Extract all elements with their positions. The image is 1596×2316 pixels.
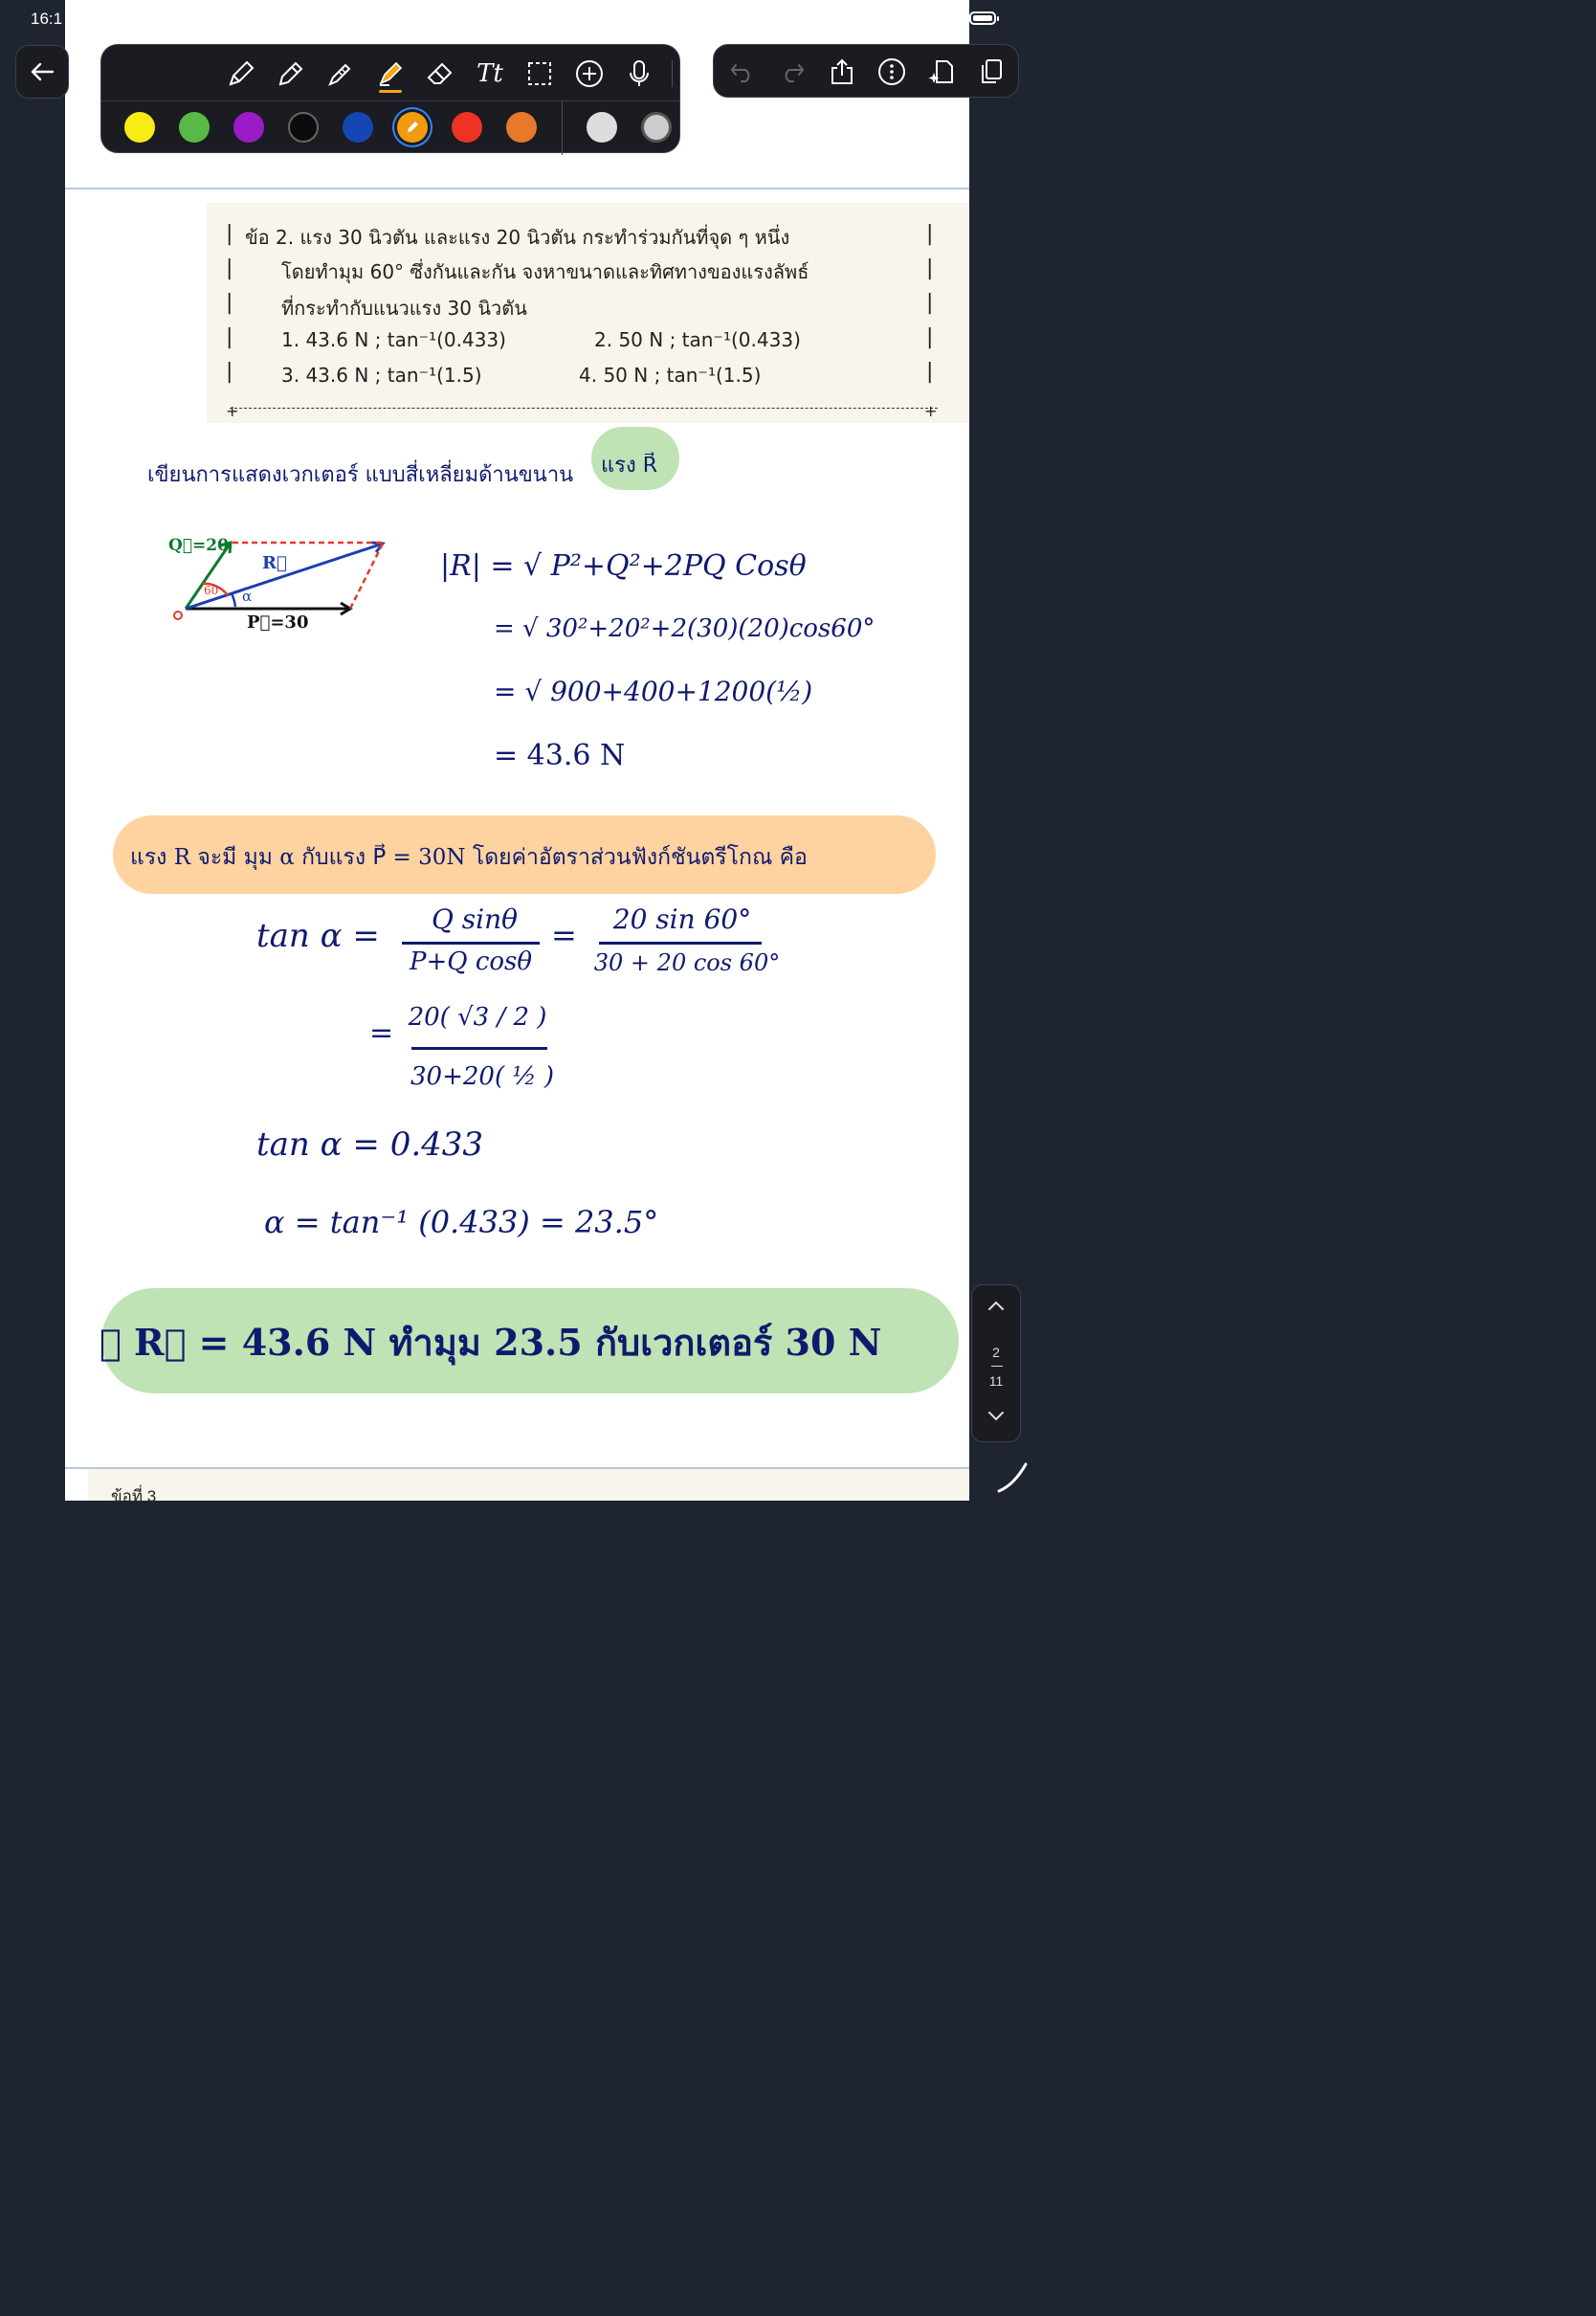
page-number-divider <box>991 1366 1003 1367</box>
direction-heading: แรง R จะมี มุม α กับแรง P⃗ = 30N โดยค่าอัตราส่วนฟังก์ชันตรีโกณ คือ <box>130 845 808 870</box>
fraction-2-numerator: 20 sin 60° <box>612 903 752 935</box>
alpha-label: α <box>242 588 253 605</box>
pencil-edit-icon <box>405 120 420 135</box>
pencil-icon <box>276 58 306 89</box>
lasso-select-icon <box>525 59 554 88</box>
color-swatch-purple[interactable] <box>233 112 264 143</box>
eraser-icon <box>425 58 455 89</box>
equals-sign: = <box>551 917 577 953</box>
box-corner: + <box>924 402 938 420</box>
conclusion: ∴ R⃗ = 43.6 N ทำมุม 23.5 กับเวกเตอร์ 30 N <box>100 1321 882 1364</box>
microphone-icon <box>626 58 653 89</box>
option-1: 1. 43.6 N ; tan⁻¹(0.433) <box>281 328 506 351</box>
ai-spark-icon <box>927 57 956 86</box>
fraction-2-denominator: 30 + 20 cos 60° <box>593 949 781 976</box>
tool-highlighter[interactable] <box>371 55 410 93</box>
tool-microphone[interactable] <box>620 55 658 93</box>
magnitude-substitution: = √ 30²+20²+2(30)(20)cos60° <box>494 614 876 643</box>
tool-add[interactable] <box>570 55 609 93</box>
next-page-button[interactable] <box>972 1410 1020 1423</box>
box-border: | <box>226 360 233 384</box>
current-page-number: 2 <box>992 1345 1000 1360</box>
notes-heading-tag: แรง R⃗ <box>601 454 658 478</box>
tool-eraser[interactable] <box>421 55 459 93</box>
magnitude-simplified: = √ 900+400+1200(½) <box>494 676 813 707</box>
pencil-hover-icon <box>995 1460 1030 1495</box>
box-corner: + <box>226 402 239 420</box>
tool-row <box>101 45 679 100</box>
text-tool-icon: Tt <box>477 59 503 88</box>
undo-icon <box>730 61 755 82</box>
angle-label: 60 <box>204 584 219 597</box>
next-page-heading: ข้อที่ 3 <box>111 1487 157 1501</box>
page-divider-top <box>65 188 969 189</box>
share-icon <box>829 57 855 86</box>
arrow-left-icon <box>30 61 55 82</box>
note-page[interactable] <box>65 0 969 1501</box>
fraction-3-denominator: 30+20( ½ ) <box>410 1062 554 1091</box>
box-border: | <box>226 325 233 349</box>
color-swatch-red[interactable] <box>452 112 482 143</box>
fraction-1-denominator: P+Q cosθ <box>409 947 533 976</box>
tan-alpha-result: tan α = 0.433 <box>256 1125 484 1164</box>
color-swatch-black[interactable] <box>288 112 319 143</box>
share-button[interactable] <box>823 53 861 91</box>
box-dashed-border <box>230 408 938 409</box>
copy-pages-button[interactable] <box>972 53 1010 91</box>
previous-page-button[interactable] <box>972 1299 1020 1312</box>
toolbar-separator <box>672 60 673 87</box>
alpha-result: α = tan⁻¹ (0.433) = 23.5° <box>264 1204 659 1240</box>
fraction-3-numerator: 20( √3 / 2 ) <box>408 1003 547 1032</box>
box-border: | <box>926 256 934 280</box>
back-button[interactable] <box>15 45 69 99</box>
next-question-box <box>88 1469 969 1501</box>
color-swatch-green[interactable] <box>179 112 210 143</box>
tool-text[interactable] <box>471 55 509 93</box>
pen-icon <box>226 58 256 89</box>
color-swatch-dark-orange[interactable] <box>506 112 537 143</box>
option-3: 3. 43.6 N ; tan⁻¹(1.5) <box>281 364 482 387</box>
box-border: | <box>926 325 934 349</box>
equals-sign: = <box>369 1016 394 1050</box>
color-swatch-yellow[interactable] <box>124 112 155 143</box>
tool-fountain-pen[interactable] <box>321 55 360 93</box>
box-border: | <box>226 222 233 246</box>
option-2: 2. 50 N ; tan⁻¹(0.433) <box>594 328 801 351</box>
redo-button[interactable] <box>773 53 811 91</box>
highlighter-icon <box>375 58 406 89</box>
undo-button[interactable] <box>723 53 762 91</box>
tool-pencil[interactable] <box>272 55 310 93</box>
fraction-1-bar <box>402 942 540 945</box>
more-button[interactable] <box>873 53 911 91</box>
color-separator <box>562 101 563 155</box>
total-pages: 11 <box>988 1373 1004 1389</box>
magnitude-result: = 43.6 N <box>494 739 626 772</box>
fraction-2-bar <box>599 942 762 945</box>
p-vector-label: P⃗=30 <box>247 612 309 633</box>
option-4: 4. 50 N ; tan⁻¹(1.5) <box>579 364 762 387</box>
box-border: | <box>926 222 934 246</box>
color-swatch-blue[interactable] <box>343 112 373 143</box>
question-line-3: ที่กระทำกับแนวแรง 30 นิวตัน <box>281 297 527 320</box>
document-toolbar <box>713 44 1019 98</box>
redo-icon <box>780 61 805 82</box>
fountain-pen-icon <box>325 58 356 89</box>
page-navigator <box>971 1284 1021 1442</box>
tool-lasso[interactable] <box>521 55 559 93</box>
chevron-down-icon <box>986 1410 1006 1423</box>
q-vector-label: Q⃗=20 <box>168 536 229 555</box>
box-border: | <box>926 291 934 315</box>
battery-icon <box>969 11 996 25</box>
status-time: 16:1 <box>31 10 63 28</box>
fraction-3-bar <box>411 1047 547 1050</box>
add-shape-icon <box>574 58 605 89</box>
stroke-width-thick[interactable] <box>641 112 672 143</box>
fraction-1-numerator: Q sinθ <box>431 903 519 935</box>
question-line-2: โดยทำมุม 60° ซึ่งกันและกัน จงหาขนาดและทิศทางของแรงลัพธ์ <box>281 260 809 283</box>
more-icon <box>877 57 906 86</box>
r-vector-label: R⃗ <box>262 553 287 573</box>
stroke-width-thin[interactable] <box>587 112 617 143</box>
question-box <box>207 203 969 423</box>
active-tool-indicator <box>379 90 402 93</box>
magnitude-formula: |R| = √ P²+Q²+2PQ Cosθ <box>440 549 807 583</box>
tool-pen[interactable] <box>222 55 260 93</box>
box-border: | <box>226 291 233 315</box>
color-swatch-orange-selected[interactable] <box>397 112 428 143</box>
chevron-up-icon <box>986 1299 1006 1312</box>
notes-heading: เขียนการแสดงเวกเตอร์ แบบสี่เหลี่ยมด้านขนาน <box>147 463 574 487</box>
copy-pages-icon <box>978 57 1005 86</box>
ai-assist-button[interactable] <box>922 53 961 91</box>
question-line-1: ข้อ 2. แรง 30 นิวตัน และแรง 20 นิวตัน กระทำร่วมกันที่จุด ๆ หนึ่ง <box>245 226 790 249</box>
box-border: | <box>926 360 934 384</box>
tan-alpha-lhs: tan α = <box>256 917 380 955</box>
box-border: | <box>226 256 233 280</box>
